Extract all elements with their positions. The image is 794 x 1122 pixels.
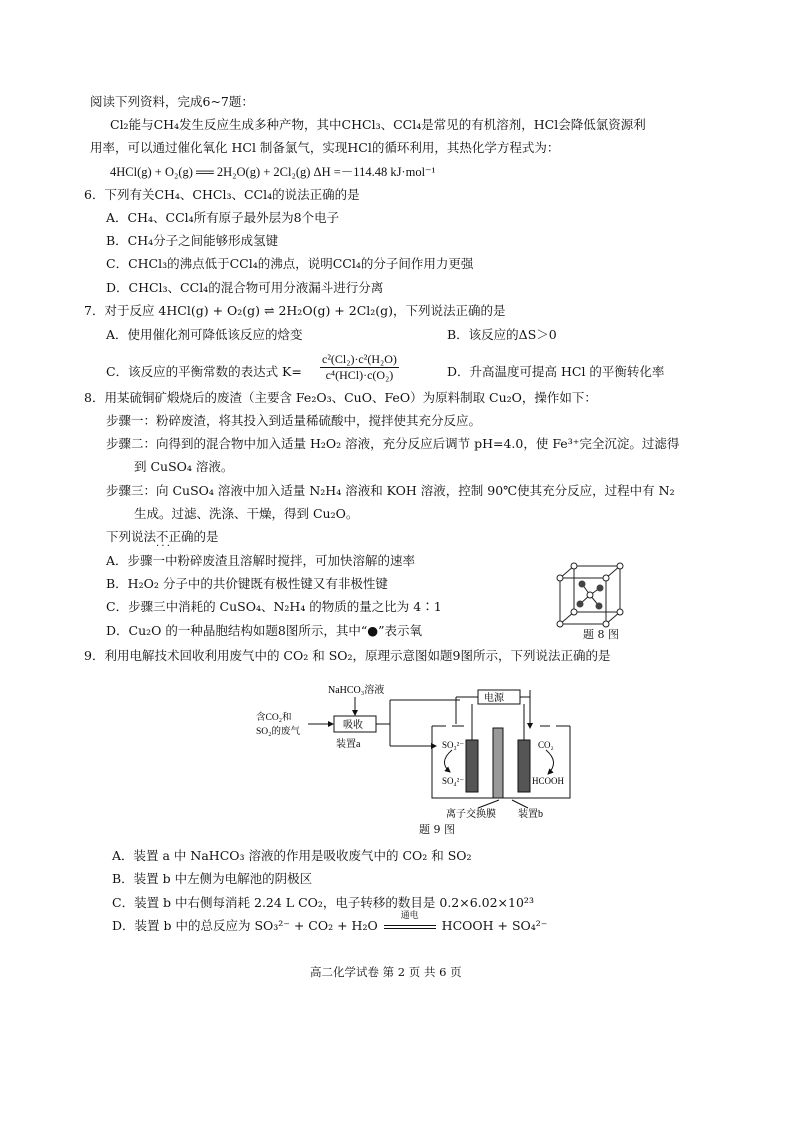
page-footer: 高二化学试卷 第 2 页 共 6 页 xyxy=(310,965,462,979)
q8-step-3-line-2: 生成。过滤、洗涤、干燥，得到 Cu₂O。 xyxy=(134,506,359,521)
q9-option-d-prefix: D．装置 b 中的总反应为 SO₃²⁻ + CO₂ + H₂O xyxy=(112,918,378,933)
label-absorb: 吸收 xyxy=(343,720,363,731)
label-nahco3: NaHCO₃溶液 xyxy=(328,685,385,696)
label-gas-1: 含CO₂和 xyxy=(256,713,292,723)
label-co2: CO₂ xyxy=(538,740,554,750)
q8-stem: 8．用某硫铜矿煅烧后的废渣（主要含 Fe₂O₃、CuO、FeO）为原料制取 Cu₂O，操作如下： xyxy=(84,390,597,405)
q9-option-c: C．装置 b 中右侧每消耗 2.24 L CO₂，电子转移的数目是 0.2×6.02×10²³ xyxy=(112,895,534,910)
label-device-b: 装置b xyxy=(518,809,543,820)
q9-option-d xyxy=(112,911,548,934)
q9-option-b: B．装置 b 中左侧为电解池的阴极区 xyxy=(112,871,313,886)
label-hcooh: HCOOH xyxy=(532,776,565,786)
electrolysis-diagram xyxy=(250,680,580,820)
q9-option-a: A．装置 a 中 NaHCO₃ 溶液的作用是吸收废气中的 CO₂ 和 SO₂ xyxy=(112,848,472,863)
q8-option-b: B．H₂O₂ 分子中的共价键既有极性键又有非极性键 xyxy=(106,576,388,591)
q8-step-2-line-2: 到 CuSO₄ 溶液。 xyxy=(134,459,234,474)
q8-ask-suffix: 的是 xyxy=(193,529,219,544)
q8-option-d: D．Cu₂O 的一种晶胞结构如题8图所示，其中“●”表示氧 xyxy=(106,623,423,638)
q6-option-c: C．CHCl₃的沸点低于CCl₄的沸点，说明CCl₄的分子间作用力更强 xyxy=(106,256,474,271)
q8-step-3-line-1: 步骤三：向 CuSO₄ 溶液中加入适量 N₂H₄ 溶液和 KOH 溶液，控制 90℃使其充分反应，过程中有 N₂ xyxy=(106,483,675,498)
material-intro: 阅读下列资料，完成6~7题： xyxy=(90,94,254,109)
label-so4: SO₄²⁻ xyxy=(442,776,465,786)
q8-ask-prefix: 下列说法 xyxy=(106,529,157,544)
q7-option-c: C．该反应的平衡常数的表达式 K= xyxy=(106,364,302,379)
condition-label: 通电 xyxy=(400,911,419,921)
figure-9-caption: 题 9 图 xyxy=(419,823,455,836)
q6-option-d: D．CHCl₃、CCl₄的混合物可用分液漏斗进行分离 xyxy=(106,280,384,295)
q7-option-b: B．该反应的ΔS＞0 xyxy=(447,327,557,342)
reaction-condition xyxy=(382,911,438,934)
fraction-denominator: c⁴(HCl)·c(O₂) xyxy=(325,368,394,382)
q7-option-a: A．使用催化剂可降低该反应的焓变 xyxy=(106,327,303,342)
q7-option-d: D．升高温度可提高 HCl 的平衡转化率 xyxy=(447,364,665,379)
q8-ask-emphasis: 不正确 · · · xyxy=(156,529,194,544)
thermochemical-equation: 4HCl(g) + O₂(g) ══ 2H₂O(g) + 2Cl₂(g) ΔH =－114.48 kJ·mol⁻¹ xyxy=(110,165,436,179)
material-paragraph-1: Cl₂能与CH₄发生反应生成多种产物，其中CHCl₃、CCl₄是常见的有机溶剂，HCl会降低氯资源利 xyxy=(110,117,646,132)
q8-ask xyxy=(106,529,219,545)
material-paragraph-2: 用率，可以通过催化氧化 HCl 制备氯气，实现HCl的循环利用，其热化学方程式为： xyxy=(90,140,560,155)
label-membrane: 离子交换膜 xyxy=(446,809,496,820)
label-power: 电源 xyxy=(484,693,504,704)
q7-stem: 7．对于反应 4HCl(g) + O₂(g) ⇌ 2H₂O(g) + 2Cl₂(g)，下列说法正确的是 xyxy=(84,303,506,318)
q9-stem: 9．利用电解技术回收利用废气中的 CO₂ 和 SO₂，原理示意图如题9图所示，下列说法正确的是 xyxy=(84,648,611,663)
q6-stem: 6．下列有关CH₄、CHCl₃、CCl₄的说法正确的是 xyxy=(84,187,360,202)
q8-option-a: A．步骤一中粉碎废渣且溶解时搅拌，可加快溶解的速率 xyxy=(106,553,416,568)
label-gas-2: SO₂的废气 xyxy=(256,727,300,737)
q8-step-1: 步骤一：粉碎废渣，将其投入到适量稀硫酸中，搅拌使其充分反应。 xyxy=(106,413,482,428)
fraction-numerator: c²(Cl₂)·c²(H₂O) xyxy=(322,352,397,366)
figure-8-caption: 题 8 图 xyxy=(583,628,619,641)
q6-option-b: B．CH₄分子之间能够形成氢键 xyxy=(106,233,279,248)
q8-step-2-line-1: 步骤二：向得到的混合物中加入适量 H₂O₂ 溶液，充分反应后调节 pH=4.0，使 Fe³⁺完全沉淀。过滤得 xyxy=(106,436,680,451)
equilibrium-constant-fraction xyxy=(320,352,399,383)
label-so3: SO₃²⁻ xyxy=(442,740,465,750)
q6-option-a: A．CH₄、CCl₄所有原子最外层为8个电子 xyxy=(106,210,340,225)
q8-option-c: C．步骤三中消耗的 CuSO₄、N₂H₄ 的物质的量之比为 4∶1 xyxy=(106,599,442,614)
q9-option-d-suffix: HCOOH + SO₄²⁻ xyxy=(441,918,548,933)
label-device-a: 装置a xyxy=(336,739,361,750)
